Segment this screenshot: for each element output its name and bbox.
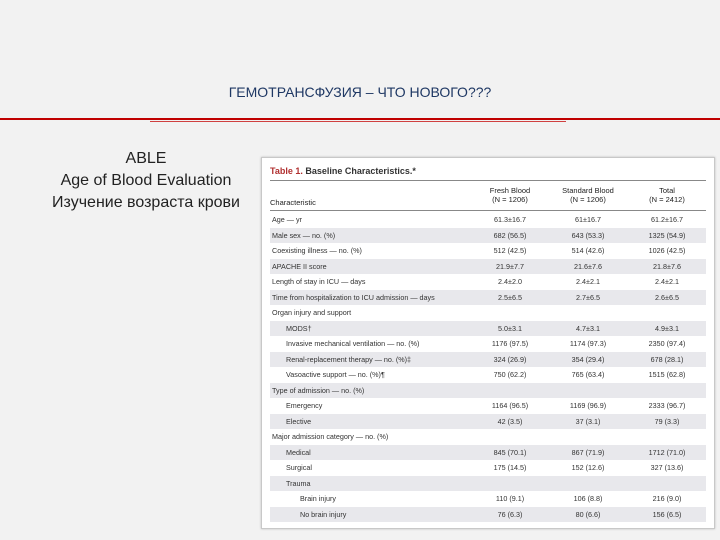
cell-fresh: 175 (14.5) [493, 463, 527, 472]
cell-standard: 21.6±7.6 [574, 261, 602, 271]
table-row [270, 305, 706, 321]
table-row [270, 259, 706, 275]
row-label: Emergency [286, 401, 323, 410]
slide-title: ГЕМОТРАНСФУЗИЯ – ЧТО НОВОГО??? [228, 84, 492, 100]
col-header-fresh-n: (N = 1206) [492, 195, 528, 204]
table-row [270, 383, 706, 399]
study-acronym: ABLE [125, 150, 167, 167]
cell-fresh: 61.3±16.7 [494, 215, 526, 224]
cell-fresh: 1176 (97.5) [491, 339, 529, 348]
row-label: No brain injury [300, 509, 347, 519]
row-label: Age — yr [272, 215, 302, 224]
cell-standard: 514 (42.6) [571, 246, 605, 255]
cell-standard: 80 (6.6) [575, 509, 601, 519]
row-label: Surgical [286, 463, 312, 472]
row-label: Organ injury and support [272, 308, 352, 317]
cell-total: 4.9±3.1 [655, 323, 679, 333]
cell-fresh: 512 (42.5) [493, 246, 527, 255]
cell-standard: 37 (3.1) [575, 416, 601, 426]
cell-fresh: 2.5±6.5 [498, 292, 522, 302]
table-row [270, 321, 706, 337]
cell-total: 21.8±7.6 [653, 261, 681, 271]
cell-total: 216 (9.0) [652, 494, 682, 503]
table-row [270, 507, 706, 523]
table-row [270, 228, 706, 244]
cell-fresh: 750 (62.2) [493, 370, 527, 379]
table-caption-text: Baseline Characteristics.* [305, 166, 416, 176]
study-full-name: Age of Blood Evaluation [60, 172, 232, 189]
row-label: Trauma [286, 478, 311, 488]
row-label: Length of stay in ICU — days [272, 277, 366, 286]
cell-standard: 1174 (97.3) [569, 339, 607, 348]
table-row [270, 367, 706, 383]
table-row [270, 445, 706, 461]
header-bottom-rule [270, 210, 706, 211]
col-header-characteristic: Characteristic [270, 198, 316, 207]
row-label: Vasoactive support — no. (%)¶ [286, 370, 385, 379]
cell-total: 1515 (62.8) [648, 370, 686, 379]
cell-total: 1325 (54.9) [648, 230, 686, 240]
col-header-standard [553, 186, 623, 204]
cell-total: 2333 (96.7) [648, 401, 686, 410]
row-label: Male sex — no. (%) [272, 230, 336, 240]
table-row [270, 336, 706, 352]
table-row [270, 398, 706, 414]
cell-standard: 2.7±6.5 [576, 292, 600, 302]
table-row [270, 414, 706, 430]
row-label: Renal-replacement therapy — no. (%)‡ [286, 354, 412, 364]
table-row [270, 476, 706, 492]
title-underline-accent [150, 121, 566, 122]
cell-fresh: 76 (6.3) [497, 509, 523, 519]
row-label: APACHE II score [272, 261, 327, 271]
cell-total: 1712 (71.0) [648, 447, 686, 457]
row-label: MODS† [286, 323, 312, 333]
cell-fresh: 845 (70.1) [493, 447, 527, 457]
table-caption [270, 166, 416, 176]
cell-standard: 643 (53.3) [571, 230, 605, 240]
col-header-total [632, 186, 702, 204]
table-row [270, 429, 706, 445]
cell-standard: 765 (63.4) [571, 370, 605, 379]
cell-fresh: 682 (56.5) [493, 230, 527, 240]
cell-standard: 354 (29.4) [571, 354, 605, 364]
row-label: Major admission category — no. (%) [272, 432, 389, 441]
table-row [270, 491, 706, 507]
cell-standard: 1169 (96.9) [569, 401, 607, 410]
cell-standard: 2.4±2.1 [576, 277, 600, 286]
col-header-fresh-label: Fresh Blood [489, 186, 531, 195]
cell-total: 2.6±6.5 [655, 292, 679, 302]
row-label: Time from hospitalization to ICU admission — days [272, 292, 435, 302]
cell-standard: 106 (8.8) [573, 494, 603, 503]
cell-total: 2350 (97.4) [648, 339, 686, 348]
cell-total: 79 (3.3) [654, 416, 680, 426]
col-header-total-label: Total [659, 186, 675, 195]
row-label: Medical [286, 447, 311, 457]
cell-fresh: 110 (9.1) [495, 494, 525, 503]
cell-total: 678 (28.1) [650, 354, 684, 364]
cell-standard: 867 (71.9) [571, 447, 605, 457]
baseline-characteristics-table [261, 157, 715, 529]
col-header-total-n: (N = 2412) [649, 195, 685, 204]
row-label: Elective [286, 416, 312, 426]
table-row [270, 290, 706, 306]
row-label: Brain injury [300, 494, 336, 503]
table-row [270, 212, 706, 228]
table-row [270, 352, 706, 368]
row-label: Type of admission — no. (%) [272, 385, 365, 395]
cell-fresh: 324 (26.9) [493, 354, 527, 364]
cell-standard: 152 (12.6) [571, 463, 605, 472]
cell-fresh: 21.9±7.7 [496, 261, 524, 271]
table-row [270, 274, 706, 290]
cell-fresh: 1164 (96.5) [491, 401, 529, 410]
col-header-standard-n: (N = 1206) [570, 195, 606, 204]
table-row [270, 243, 706, 259]
header-top-rule [270, 180, 706, 181]
row-label: Coexisting illness — no. (%) [272, 246, 362, 255]
study-name-russian: Изучение возраста крови [52, 194, 240, 211]
cell-standard: 4.7±3.1 [576, 323, 600, 333]
cell-fresh: 2.4±2.0 [498, 277, 522, 286]
cell-total: 327 (13.6) [650, 463, 684, 472]
cell-fresh: 5.0±3.1 [498, 323, 522, 333]
col-header-fresh [475, 186, 545, 204]
row-label: Invasive mechanical ventilation — no. (%) [286, 339, 420, 348]
table-row [270, 460, 706, 476]
table-caption-prefix: Table 1. [270, 166, 303, 176]
study-description [26, 148, 266, 214]
cell-standard: 61±16.7 [575, 215, 601, 224]
cell-total: 1026 (42.5) [648, 246, 686, 255]
col-header-standard-label: Standard Blood [562, 186, 614, 195]
cell-total: 61.2±16.7 [651, 215, 683, 224]
cell-total: 156 (6.5) [652, 509, 682, 519]
title-underline [0, 118, 720, 120]
cell-fresh: 42 (3.5) [497, 416, 523, 426]
cell-total: 2.4±2.1 [655, 277, 679, 286]
